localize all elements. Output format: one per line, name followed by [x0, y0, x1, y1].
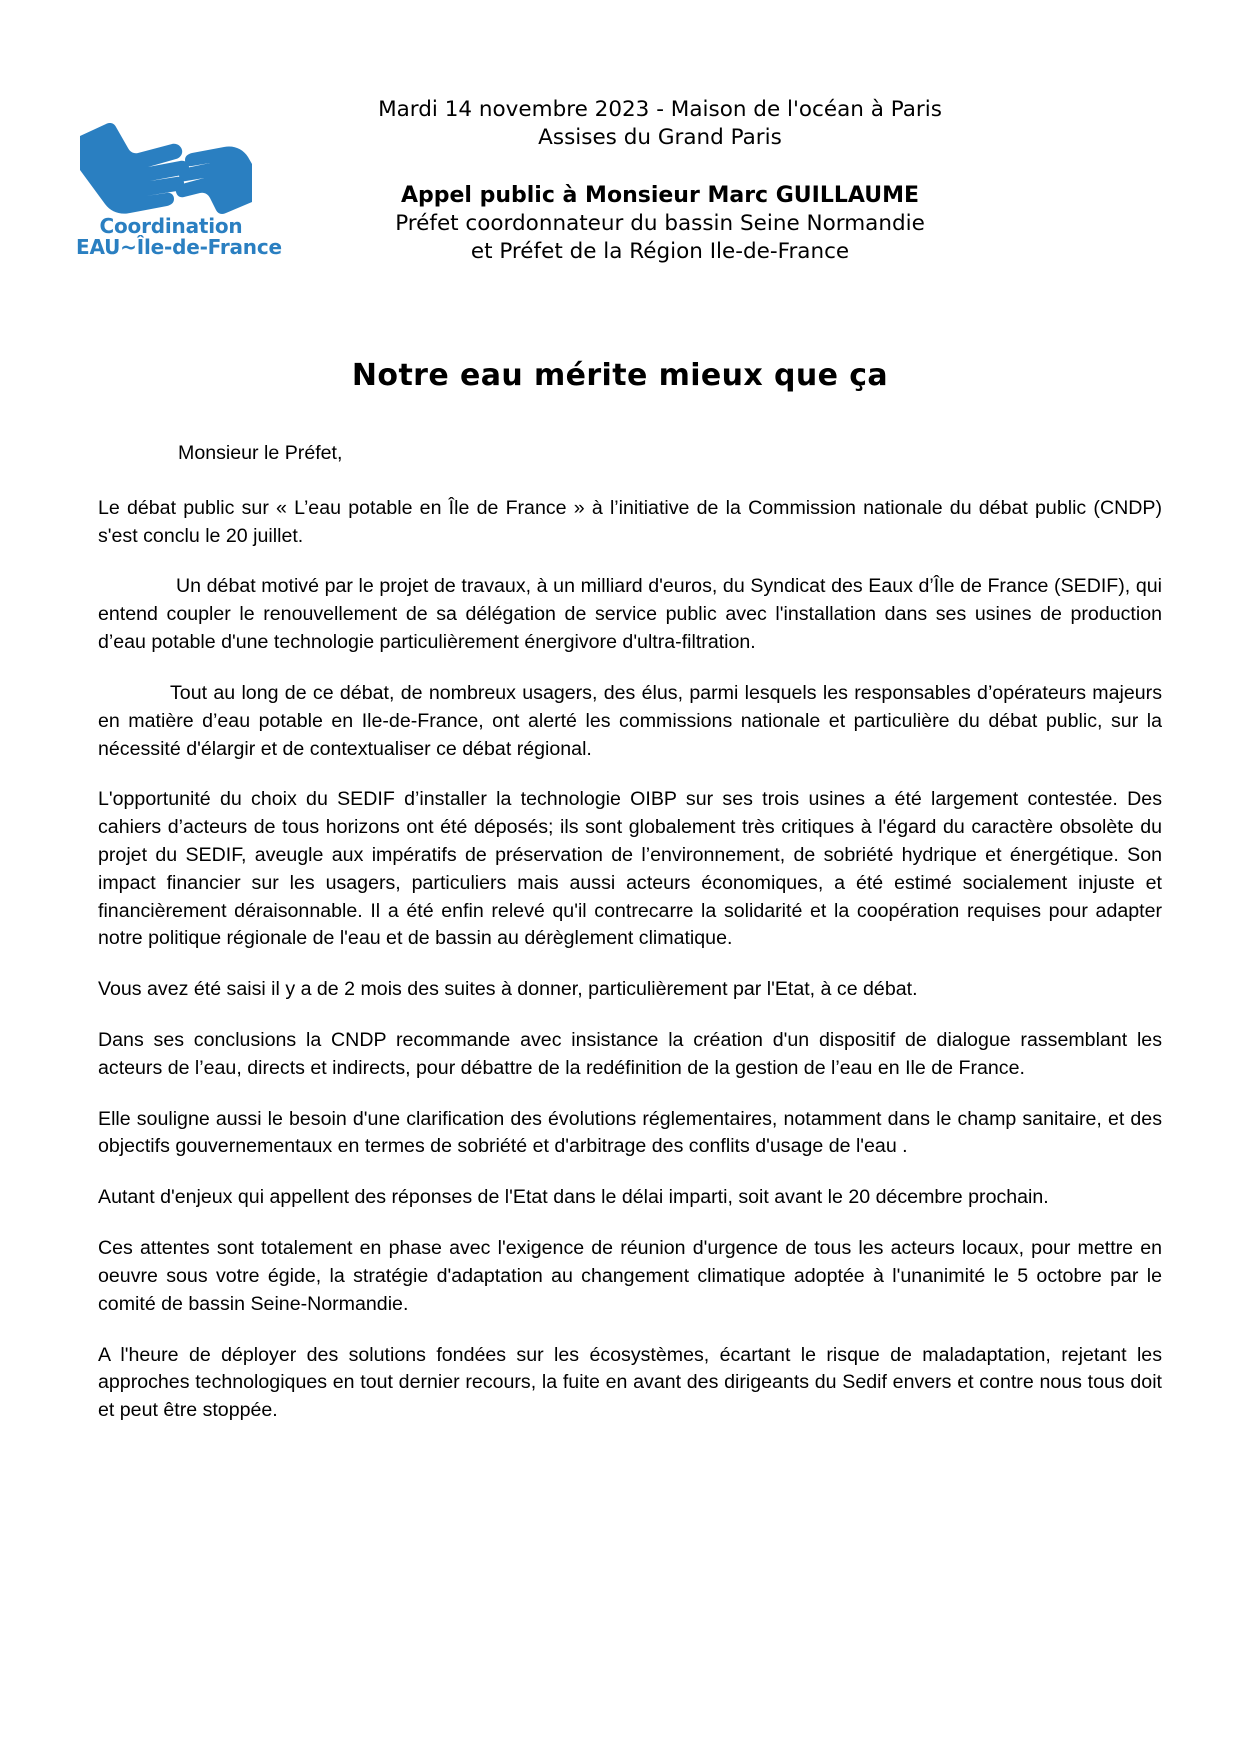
document-header — [0, 0, 1240, 300]
page-title: Notre eau mérite mieux que ça — [351, 358, 889, 393]
salutation: Monsieur le Préfet, — [178, 442, 343, 464]
event-date-venue: Mardi 14 novembre 2023 - Maison de l'océan à Paris — [378, 97, 942, 122]
appeal-recipient-title: Appel public à Monsieur Marc GUILLAUME — [400, 182, 920, 208]
paragraph: L'opportunité du choix du SEDIF d’installer la technologie OIBP sur ses trois usines a été largement contestée. Des cahiers d’acteurs de tous horizons ont été déposés; ils sont globalement très critiques à l'égard du caractère obsolète du projet du SEDIF, aveugle aux impératifs de préservation de l’environnement, de sobriété hydrique et énergétique. Son impact financier sur les usagers, particuliers mais aussi acteurs économiques, a été estimé socialement injuste et financièrement déraisonnable. Il a été enfin relevé qu'il contrecarre la solidarité et la coopération requises pour adapter notre politique régionale de l'eau et de bassin au dérèglement climatique. — [98, 788, 1162, 950]
header-center-block — [280, 0, 1040, 266]
paragraph: Autant d'enjeux qui appellent des réponses de l'Etat dans le délai imparti, soit avant le 20 décembre prochain. — [98, 1186, 1049, 1209]
organization-logo — [76, 118, 282, 259]
appeal-recipient-role — [280, 210, 1040, 266]
event-info — [280, 96, 1040, 152]
recipient-role-line-2: et Préfet de la Région Ile-de-France — [470, 239, 850, 265]
two-hands-icon — [76, 118, 256, 218]
paragraph: A l'heure de déployer des solutions fondées sur les écosystèmes, écartant le risque de maladaptation, rejetant les approches technologiques en tout dernier recours, la fuite en avant des dirigeants du Sedif envers et contre nous tous doit et peut être stoppée. — [98, 1343, 1162, 1422]
logo-line-1: Coordination — [99, 214, 243, 238]
event-name: Assises du Grand Paris — [538, 124, 782, 150]
paragraph: Vous avez été saisi il y a de 2 mois des suites à donner, particulièrement par l'Etat, à ce débat. — [98, 978, 918, 1001]
paragraph: Ces attentes sont totalement en phase avec l'exigence de réunion d'urgence de tous les acteurs locaux, pour mettre en oeuvre sous votre égide, la stratégie d'adaptation au changement climatique adoptée à l'unanimité le 5 octobre par le comité de bassin Seine-Normandie. — [98, 1237, 1162, 1315]
paragraph: Un débat motivé par le projet de travaux, à un milliard d'euros, du Syndicat des Eaux d’Île de France (SEDIF), qui entend coupler le renouvellement de sa délégation de service public avec l'installation dans ses usines de production d’eau potable d'une technologie particulièrement énergivore d'ultra-filtration. — [98, 575, 1162, 654]
letter-body — [98, 440, 1162, 1425]
paragraph: Tout au long de ce débat, de nombreux usagers, des élus, parmi lesquels les responsables d’opérateurs majeurs en matière d’eau potable en Ile-de-France, ont alerté les commissions nationale et particulière du débat public, sur la nécessité d'élargir et de contextualiser ce débat régional. — [98, 681, 1162, 760]
recipient-role-line-1: Préfet coordonnateur du bassin Seine Normandie — [395, 211, 925, 237]
paragraph: Elle souligne aussi le besoin d'une clarification des évolutions réglementaires, notamment dans le champ sanitaire, et des objectifs gouvernementaux en termes de sobriété et d'arbitrage des conflits d'usage de l'eau . — [98, 1107, 1162, 1158]
paragraph: Dans ses conclusions la CNDP recommande avec insistance la création d'un dispositif de dialogue rassemblant les acteurs de l’eau, directs et indirects, pour débattre de la redéfinition de la gestion de l’eau en Ile de France. — [98, 1029, 1162, 1079]
logo-line-2: EAU~Île-de-France — [76, 235, 282, 259]
logo-wordmark — [76, 214, 282, 259]
paragraph: Le débat public sur « L’eau potable en Île de France » à l’initiative de la Commission nationale du débat public (CNDP) s'est conclu le 20 juillet. — [98, 496, 1162, 547]
